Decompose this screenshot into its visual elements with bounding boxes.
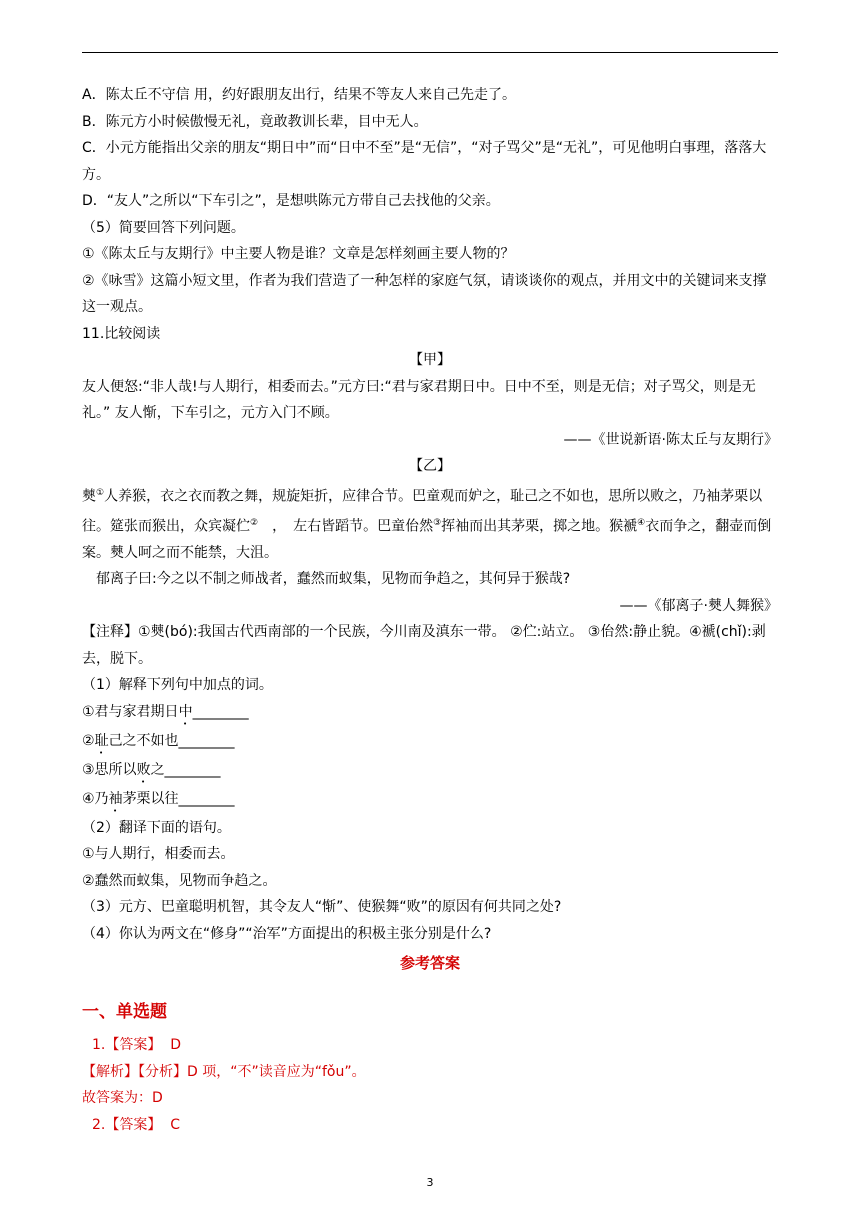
yi-paragraph-2: 郁离子曰:今之以不制之师战者，蠢然而蚁集，见物而争趋之，其何异于猴哉? <box>96 571 571 588</box>
footnote-marker: ④ <box>637 517 646 528</box>
word-item-4 <box>82 786 778 815</box>
analysis-text: D 项，“不”读音应为“fǒu”。 <box>187 1063 366 1080</box>
dotted-word: 败 <box>136 761 151 778</box>
word-text: 己之不如也________ <box>108 732 235 749</box>
word-item-3 <box>82 757 778 786</box>
jia-text: 友人便怒:“非人哉!与人期行，相委而去。”元方曰:“君与家君期日中。日中不至，则是无信；对子骂父，则是无礼。” 友人惭，下车引之，元方入门不顾。 <box>82 378 756 421</box>
yi-source: ——《郁离子·僰人舞猴》 <box>619 597 778 614</box>
yi-text-part: 衣而争之，翻壶而倒案。僰人呵之而不能禁，大沮。 <box>82 518 772 561</box>
option-b: B．陈元方小时候傲慢无礼，竟敢教训长辈，目中无人。 <box>82 113 428 130</box>
word-text: 之________ <box>150 761 221 778</box>
dotted-word: 中 <box>178 703 193 720</box>
yi-text-part: 僰 <box>82 488 96 505</box>
section-title: 一、单选题 <box>82 1002 167 1023</box>
conclusion-1: 故答案为：D <box>82 1090 163 1107</box>
page-number: 3 <box>426 1176 434 1189</box>
question-11-2: （2）翻译下面的语句。 <box>82 819 231 836</box>
answer-value: D <box>170 1037 182 1054</box>
option-c: C．小元方能指出父亲的朋友“期日中”而“日中不至”是“无信”，“对子骂父”是“无礼”，可见他明白事理，落落大方。 <box>82 140 767 183</box>
page-content <box>82 82 778 1138</box>
word-item-1 <box>82 699 778 728</box>
answer-number: 1. <box>92 1037 106 1054</box>
annotations: 【注释】①僰(bó):我国古代西南部的一个民族，今川南及滇东一带。 ②伫:站立。 ③佁然:静止貌。④褫(chǐ):剥去，脱下。 <box>82 624 766 667</box>
word-item-2 <box>82 728 778 757</box>
answer-blank: ________ <box>192 703 249 720</box>
jia-title: 【甲】 <box>409 352 451 368</box>
question-11-3: （3）元方、巴童聪明机智，其令友人“惭”、使猴舞“败”的原因有何共同之处? <box>82 899 562 916</box>
answers-title: 参考答案 <box>399 954 460 973</box>
answer-value: C <box>170 1116 181 1133</box>
answer-number: 2. <box>92 1116 106 1133</box>
word-text: 茅栗以往________ <box>122 790 235 807</box>
answer-1 <box>82 1032 778 1059</box>
analysis-1 <box>82 1059 778 1086</box>
yi-text-part: 挥袖而出其茅栗，掷之地。猴褫 <box>441 518 638 535</box>
question-11: 11.比较阅读 <box>82 325 161 342</box>
question-5-1: ①《陈太丘与友期行》中主要人物是谁？文章是怎样刻画主要人物的？ <box>82 246 515 262</box>
jia-source: ——《世说新语·陈太丘与友期行》 <box>563 431 778 448</box>
option-d: D．“友人”之所以“下车引之”，是想哄陈元方带自己去找他的父亲。 <box>82 193 500 209</box>
word-text: ④乃 <box>82 790 109 807</box>
question-11-4: （4）你认为两文在“修身”“治军”方面提出的积极主张分别是什么? <box>82 925 492 942</box>
yi-text-part: ， 左右皆蹈节。巴童佁然 <box>258 518 434 535</box>
translate-1: ①与人期行，相委而去。 <box>82 846 235 863</box>
dotted-word: 袖 <box>108 790 123 807</box>
question-11-1: （1）解释下列句中加点的词。 <box>82 677 273 694</box>
footnote-marker: ③ <box>433 517 442 528</box>
analysis-label: 【解析】【分析】 <box>82 1063 187 1080</box>
header-rule <box>82 52 778 53</box>
question-5: （5）简要回答下列问题。 <box>82 219 245 236</box>
word-text: ② <box>82 732 95 749</box>
dotted-word: 耻 <box>94 732 109 749</box>
footnote-marker: ② <box>250 517 259 528</box>
yi-text-part: 人养猴，衣之衣而教之舞，规旋矩折，应律合节。巴童观而妒之，耻己之不如也，思所以败之，乃袖茅栗以往。筵张而猴出，众宾凝伫 <box>82 488 763 535</box>
word-text: ①君与家君期日 <box>82 703 179 720</box>
yi-paragraph-1 <box>82 480 778 567</box>
answer-label: 【答案】 <box>105 1037 162 1054</box>
answer-2 <box>82 1112 778 1139</box>
option-a: A．陈太丘不守信 用，约好跟朋友出行，结果不等友人来自己先走了。 <box>82 87 517 103</box>
word-text: ③思所以 <box>82 761 137 778</box>
footnote-marker: ① <box>96 487 105 498</box>
question-5-2: ②《咏雪》这篇小短文里，作者为我们营造了一种怎样的家庭气氛，请谈谈你的观点，并用文中的关键词来支撑这一观点。 <box>82 272 767 315</box>
answer-label: 【答案】 <box>105 1116 162 1133</box>
translate-2: ②蠢然而蚁集，见物而争趋之。 <box>82 872 277 889</box>
yi-title: 【乙】 <box>409 458 451 474</box>
